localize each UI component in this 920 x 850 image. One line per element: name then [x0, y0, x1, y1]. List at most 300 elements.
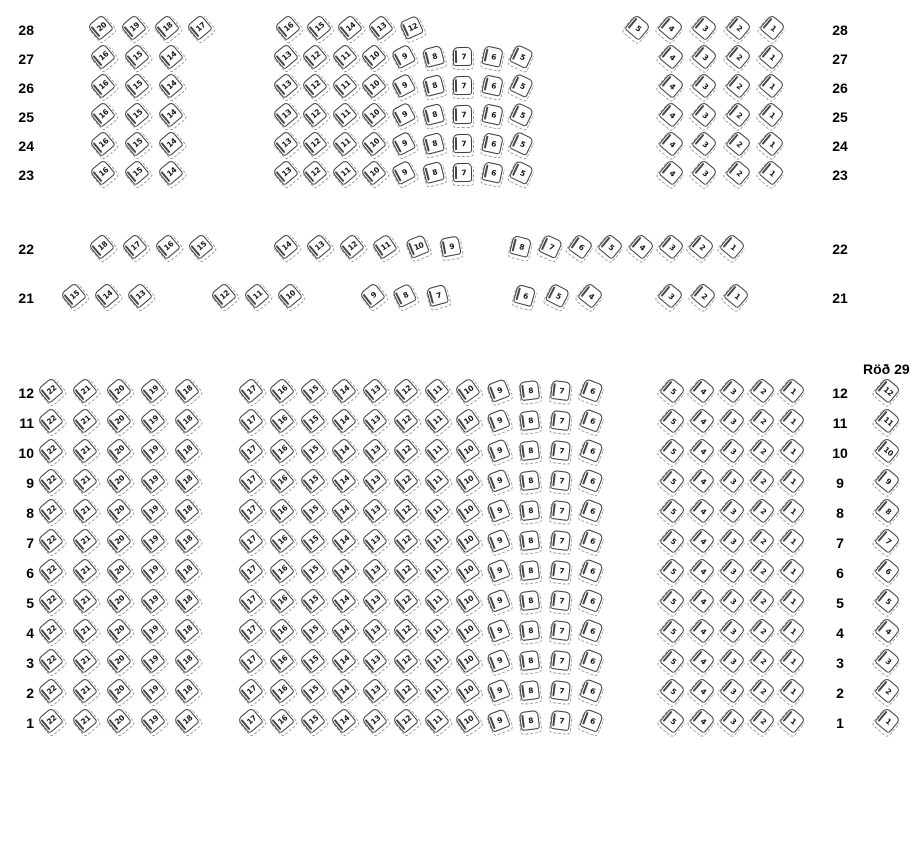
seat[interactable]	[392, 437, 419, 464]
seat[interactable]	[579, 678, 603, 702]
seat[interactable]	[105, 677, 132, 704]
seat[interactable]	[549, 589, 570, 610]
seat[interactable]	[173, 647, 200, 674]
seat[interactable]	[658, 130, 685, 157]
seat[interactable]	[779, 707, 806, 734]
seat[interactable]	[758, 72, 785, 99]
seat[interactable]	[579, 408, 603, 432]
seat[interactable]	[453, 75, 472, 94]
seat[interactable]	[486, 378, 511, 403]
seat[interactable]	[518, 469, 539, 490]
seat[interactable]	[689, 467, 716, 494]
seat[interactable]	[139, 707, 166, 734]
seat[interactable]	[874, 497, 901, 524]
seat[interactable]	[105, 467, 132, 494]
seat[interactable]	[689, 557, 716, 584]
seat[interactable]	[361, 497, 388, 524]
seat[interactable]	[105, 377, 132, 404]
seat[interactable]	[421, 44, 444, 67]
seat[interactable]	[481, 45, 504, 68]
seat[interactable]	[359, 282, 386, 309]
seat[interactable]	[123, 130, 150, 157]
seat[interactable]	[691, 14, 718, 41]
seat[interactable]	[237, 527, 264, 554]
seat[interactable]	[268, 527, 295, 554]
seat[interactable]	[123, 101, 150, 128]
seat[interactable]	[658, 233, 685, 260]
seat[interactable]	[659, 707, 686, 734]
seat[interactable]	[659, 617, 686, 644]
seat[interactable]	[423, 377, 450, 404]
seat[interactable]	[361, 707, 388, 734]
seat[interactable]	[874, 677, 901, 704]
seat[interactable]	[518, 649, 539, 670]
seat[interactable]	[330, 467, 357, 494]
seat[interactable]	[173, 617, 200, 644]
seat[interactable]	[549, 679, 570, 700]
seat[interactable]	[657, 282, 684, 309]
seat[interactable]	[392, 557, 419, 584]
seat[interactable]	[509, 130, 534, 155]
seat[interactable]	[361, 557, 388, 584]
seat[interactable]	[121, 233, 148, 260]
seat[interactable]	[749, 707, 776, 734]
seat[interactable]	[454, 587, 480, 613]
seat[interactable]	[272, 101, 299, 128]
seat[interactable]	[139, 407, 166, 434]
seat[interactable]	[331, 130, 358, 157]
seat[interactable]	[37, 677, 64, 704]
seat[interactable]	[719, 407, 746, 434]
seat[interactable]	[658, 101, 685, 128]
seat[interactable]	[268, 407, 295, 434]
seat[interactable]	[509, 43, 534, 68]
seat[interactable]	[579, 438, 603, 462]
seat[interactable]	[481, 74, 504, 97]
seat[interactable]	[398, 14, 423, 39]
seat[interactable]	[549, 439, 570, 460]
seat[interactable]	[330, 677, 357, 704]
seat[interactable]	[105, 587, 132, 614]
seat[interactable]	[689, 497, 716, 524]
seat[interactable]	[272, 159, 299, 186]
seat[interactable]	[157, 72, 184, 99]
seat[interactable]	[299, 677, 326, 704]
seat[interactable]	[758, 159, 785, 186]
seat[interactable]	[423, 677, 450, 704]
seat[interactable]	[301, 159, 328, 186]
seat[interactable]	[330, 557, 357, 584]
seat[interactable]	[486, 468, 511, 493]
seat[interactable]	[486, 648, 511, 673]
seat[interactable]	[689, 527, 716, 554]
seat[interactable]	[173, 587, 200, 614]
seat[interactable]	[173, 707, 200, 734]
seat[interactable]	[360, 72, 387, 99]
seat[interactable]	[299, 557, 326, 584]
seat[interactable]	[361, 587, 388, 614]
seat[interactable]	[237, 647, 264, 674]
seat[interactable]	[486, 588, 511, 613]
seat[interactable]	[237, 677, 264, 704]
seat[interactable]	[139, 527, 166, 554]
seat[interactable]	[453, 133, 472, 152]
seat[interactable]	[268, 377, 295, 404]
seat[interactable]	[719, 233, 746, 260]
seat[interactable]	[779, 467, 806, 494]
seat[interactable]	[518, 589, 539, 610]
seat[interactable]	[719, 707, 746, 734]
seat[interactable]	[579, 498, 603, 522]
seat[interactable]	[392, 587, 419, 614]
seat[interactable]	[579, 618, 603, 642]
seat[interactable]	[749, 677, 776, 704]
seat[interactable]	[330, 497, 357, 524]
seat[interactable]	[299, 497, 326, 524]
seat[interactable]	[361, 377, 388, 404]
seat[interactable]	[749, 647, 776, 674]
seat[interactable]	[157, 101, 184, 128]
seat[interactable]	[549, 619, 570, 640]
seat[interactable]	[691, 43, 718, 70]
seat[interactable]	[338, 233, 365, 260]
seat[interactable]	[486, 408, 511, 433]
seat[interactable]	[423, 527, 450, 554]
seat[interactable]	[658, 72, 685, 99]
seat[interactable]	[272, 72, 299, 99]
seat[interactable]	[123, 159, 150, 186]
seat[interactable]	[299, 587, 326, 614]
seat[interactable]	[454, 557, 480, 583]
seat[interactable]	[749, 467, 776, 494]
seat[interactable]	[71, 617, 98, 644]
seat[interactable]	[690, 282, 717, 309]
seat[interactable]	[268, 587, 295, 614]
seat[interactable]	[330, 647, 357, 674]
seat[interactable]	[243, 282, 270, 309]
seat[interactable]	[874, 647, 901, 674]
seat[interactable]	[538, 233, 563, 258]
seat[interactable]	[186, 14, 213, 41]
seat[interactable]	[549, 649, 570, 670]
seat[interactable]	[758, 130, 785, 157]
seat[interactable]	[139, 617, 166, 644]
seat[interactable]	[157, 130, 184, 157]
seat[interactable]	[331, 159, 358, 186]
seat[interactable]	[779, 557, 806, 584]
seat[interactable]	[454, 707, 480, 733]
seat[interactable]	[423, 617, 450, 644]
seat[interactable]	[779, 617, 806, 644]
seat[interactable]	[361, 647, 388, 674]
seat[interactable]	[689, 407, 716, 434]
seat[interactable]	[689, 677, 716, 704]
seat[interactable]	[486, 498, 511, 523]
seat[interactable]	[423, 467, 450, 494]
seat[interactable]	[392, 407, 419, 434]
seat[interactable]	[299, 407, 326, 434]
seat[interactable]	[299, 647, 326, 674]
seat[interactable]	[301, 43, 328, 70]
seat[interactable]	[579, 588, 603, 612]
seat[interactable]	[725, 159, 752, 186]
seat[interactable]	[299, 617, 326, 644]
seat[interactable]	[139, 437, 166, 464]
seat[interactable]	[173, 467, 200, 494]
seat[interactable]	[509, 72, 534, 97]
seat[interactable]	[725, 14, 752, 41]
seat[interactable]	[330, 617, 357, 644]
seat[interactable]	[423, 707, 450, 734]
seat[interactable]	[719, 617, 746, 644]
seat[interactable]	[518, 709, 539, 730]
seat[interactable]	[758, 43, 785, 70]
seat[interactable]	[423, 557, 450, 584]
seat[interactable]	[691, 101, 718, 128]
seat[interactable]	[454, 677, 480, 703]
seat[interactable]	[301, 101, 328, 128]
seat[interactable]	[154, 233, 181, 260]
seat[interactable]	[659, 647, 686, 674]
seat[interactable]	[105, 527, 132, 554]
seat[interactable]	[210, 282, 237, 309]
seat[interactable]	[392, 677, 419, 704]
seat[interactable]	[105, 437, 132, 464]
seat[interactable]	[153, 14, 180, 41]
seat[interactable]	[37, 647, 64, 674]
seat[interactable]	[361, 407, 388, 434]
seat[interactable]	[237, 377, 264, 404]
seat[interactable]	[123, 72, 150, 99]
seat[interactable]	[749, 587, 776, 614]
seat[interactable]	[874, 437, 901, 464]
seat[interactable]	[779, 497, 806, 524]
seat[interactable]	[392, 527, 419, 554]
seat[interactable]	[423, 587, 450, 614]
seat[interactable]	[361, 467, 388, 494]
seat[interactable]	[759, 14, 786, 41]
seat[interactable]	[93, 282, 120, 309]
seat[interactable]	[486, 618, 511, 643]
seat[interactable]	[331, 43, 358, 70]
seat[interactable]	[874, 527, 901, 554]
seat[interactable]	[454, 377, 480, 403]
seat[interactable]	[423, 407, 450, 434]
seat[interactable]	[579, 378, 603, 402]
seat[interactable]	[518, 409, 539, 430]
seat[interactable]	[139, 677, 166, 704]
seat[interactable]	[598, 233, 625, 260]
seat[interactable]	[425, 283, 448, 306]
seat[interactable]	[105, 557, 132, 584]
seat[interactable]	[567, 233, 593, 259]
seat[interactable]	[421, 160, 444, 183]
seat[interactable]	[779, 647, 806, 674]
seat[interactable]	[237, 587, 264, 614]
seat[interactable]	[360, 101, 387, 128]
seat[interactable]	[392, 497, 419, 524]
seat[interactable]	[330, 527, 357, 554]
seat[interactable]	[173, 557, 200, 584]
seat[interactable]	[330, 707, 357, 734]
seat[interactable]	[719, 557, 746, 584]
seat[interactable]	[392, 377, 419, 404]
seat[interactable]	[391, 43, 417, 69]
seat[interactable]	[453, 46, 472, 65]
seat[interactable]	[518, 679, 539, 700]
seat[interactable]	[719, 647, 746, 674]
seat[interactable]	[779, 377, 806, 404]
seat[interactable]	[268, 467, 295, 494]
seat[interactable]	[509, 101, 534, 126]
seat[interactable]	[749, 497, 776, 524]
seat[interactable]	[749, 617, 776, 644]
seat[interactable]	[779, 587, 806, 614]
seat[interactable]	[268, 647, 295, 674]
seat[interactable]	[719, 377, 746, 404]
seat[interactable]	[486, 558, 511, 583]
seat[interactable]	[89, 72, 116, 99]
seat[interactable]	[874, 407, 901, 434]
seat[interactable]	[37, 707, 64, 734]
seat[interactable]	[454, 437, 480, 463]
seat[interactable]	[299, 707, 326, 734]
seat[interactable]	[454, 527, 480, 553]
seat[interactable]	[659, 527, 686, 554]
seat[interactable]	[779, 677, 806, 704]
seat[interactable]	[268, 617, 295, 644]
seat[interactable]	[360, 159, 387, 186]
seat[interactable]	[139, 557, 166, 584]
seat[interactable]	[299, 467, 326, 494]
seat[interactable]	[71, 557, 98, 584]
seat[interactable]	[624, 14, 651, 41]
seat[interactable]	[392, 647, 419, 674]
seat[interactable]	[126, 282, 153, 309]
seat[interactable]	[71, 407, 98, 434]
seat[interactable]	[423, 497, 450, 524]
seat[interactable]	[187, 233, 214, 260]
seat[interactable]	[392, 467, 419, 494]
seat[interactable]	[268, 497, 295, 524]
seat[interactable]	[301, 72, 328, 99]
seat[interactable]	[659, 467, 686, 494]
seat[interactable]	[276, 282, 303, 309]
seat[interactable]	[268, 437, 295, 464]
seat[interactable]	[421, 102, 444, 125]
seat[interactable]	[749, 377, 776, 404]
seat[interactable]	[331, 101, 358, 128]
seat[interactable]	[874, 707, 901, 734]
seat[interactable]	[71, 587, 98, 614]
seat[interactable]	[89, 159, 116, 186]
seat[interactable]	[361, 617, 388, 644]
seat[interactable]	[486, 678, 511, 703]
seat[interactable]	[719, 437, 746, 464]
seat[interactable]	[237, 617, 264, 644]
seat[interactable]	[423, 437, 450, 464]
seat[interactable]	[725, 130, 752, 157]
seat[interactable]	[518, 559, 539, 580]
seat[interactable]	[37, 497, 64, 524]
seat[interactable]	[299, 437, 326, 464]
seat[interactable]	[719, 677, 746, 704]
seat[interactable]	[139, 647, 166, 674]
seat[interactable]	[659, 407, 686, 434]
seat[interactable]	[518, 499, 539, 520]
seat[interactable]	[37, 407, 64, 434]
seat[interactable]	[454, 647, 480, 673]
seat[interactable]	[454, 497, 480, 523]
seat[interactable]	[874, 377, 901, 404]
seat[interactable]	[237, 407, 264, 434]
seat[interactable]	[37, 557, 64, 584]
seat[interactable]	[579, 708, 603, 732]
seat[interactable]	[173, 407, 200, 434]
seat[interactable]	[88, 233, 115, 260]
seat[interactable]	[361, 527, 388, 554]
seat[interactable]	[392, 707, 419, 734]
seat[interactable]	[272, 233, 299, 260]
seat[interactable]	[579, 528, 603, 552]
seat[interactable]	[719, 527, 746, 554]
seat[interactable]	[71, 437, 98, 464]
seat[interactable]	[421, 131, 444, 154]
seat[interactable]	[454, 617, 480, 643]
seat[interactable]	[689, 647, 716, 674]
seat[interactable]	[391, 72, 417, 98]
seat[interactable]	[71, 497, 98, 524]
seat[interactable]	[87, 14, 114, 41]
seat[interactable]	[659, 377, 686, 404]
seat[interactable]	[657, 14, 684, 41]
seat[interactable]	[481, 132, 504, 155]
seat[interactable]	[486, 438, 511, 463]
seat[interactable]	[330, 437, 357, 464]
seat[interactable]	[268, 677, 295, 704]
seat[interactable]	[71, 377, 98, 404]
seat[interactable]	[486, 528, 511, 553]
seat[interactable]	[299, 377, 326, 404]
seat[interactable]	[37, 527, 64, 554]
seat[interactable]	[577, 282, 604, 309]
seat[interactable]	[453, 104, 472, 123]
seat[interactable]	[518, 439, 539, 460]
seat[interactable]	[518, 529, 539, 550]
seat[interactable]	[658, 159, 685, 186]
seat[interactable]	[659, 437, 686, 464]
seat[interactable]	[60, 282, 87, 309]
seat[interactable]	[659, 587, 686, 614]
seat[interactable]	[689, 377, 716, 404]
seat[interactable]	[71, 527, 98, 554]
seat[interactable]	[139, 587, 166, 614]
seat[interactable]	[454, 407, 480, 433]
seat[interactable]	[330, 407, 357, 434]
seat[interactable]	[658, 43, 685, 70]
seat[interactable]	[749, 527, 776, 554]
seat[interactable]	[71, 707, 98, 734]
seat[interactable]	[518, 379, 539, 400]
seat[interactable]	[157, 159, 184, 186]
seat[interactable]	[89, 101, 116, 128]
seat[interactable]	[421, 73, 444, 96]
seat[interactable]	[105, 497, 132, 524]
seat[interactable]	[139, 497, 166, 524]
seat[interactable]	[139, 377, 166, 404]
seat[interactable]	[268, 707, 295, 734]
seat[interactable]	[758, 101, 785, 128]
